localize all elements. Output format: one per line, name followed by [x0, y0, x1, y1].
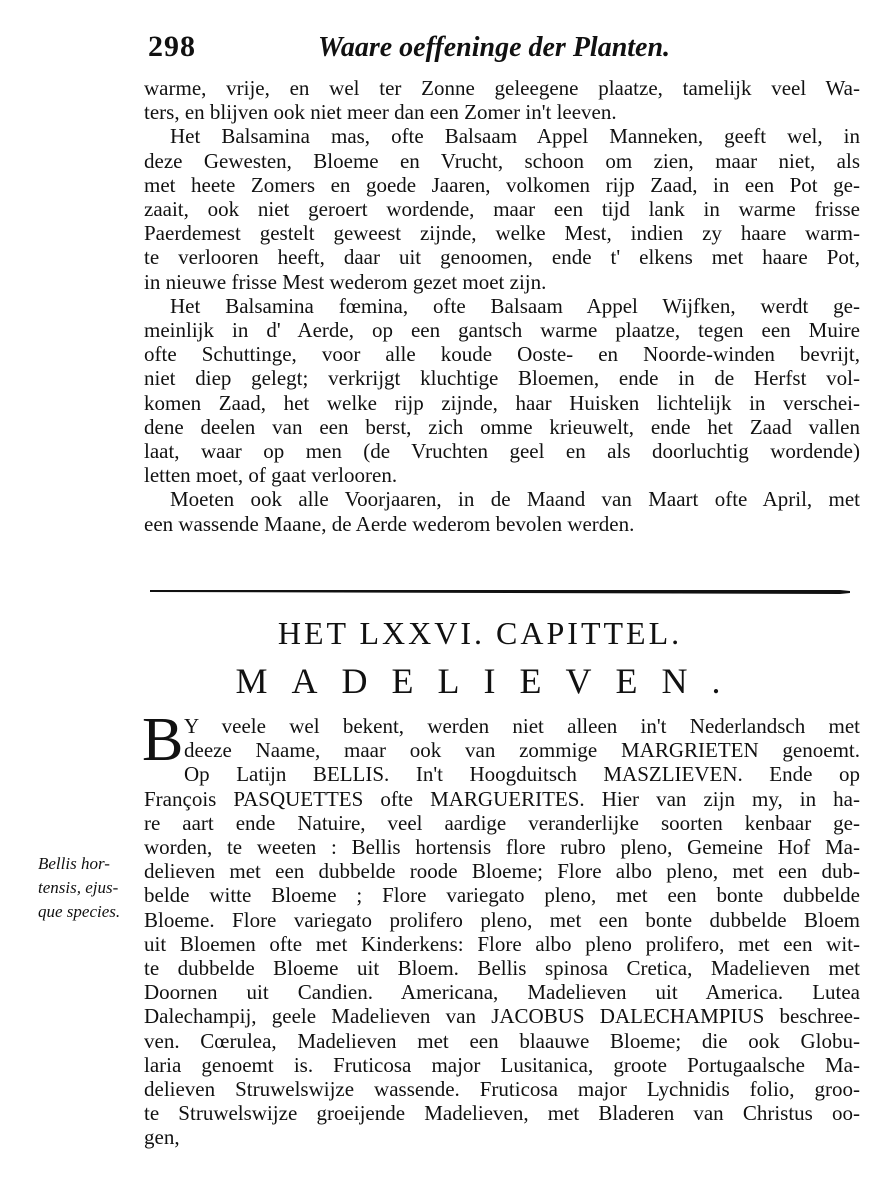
- page-number: 298: [148, 30, 196, 63]
- text-line: warme, vrije, en wel ter Zonne geleegene plaatze, tamelijk veel Wa-: [144, 76, 860, 100]
- text-line: letten moet, of gaat verlooren.: [144, 463, 398, 488]
- text-line: Bloeme. Flore variegato prolifero pleno, met een bonte dubbelde Bloem: [144, 907, 860, 932]
- text-line: deze Gewesten, Bloeme en Vrucht, schoon om zien, maar niet, als: [144, 148, 860, 173]
- margin-note: [38, 852, 138, 924]
- text-line: Het Balsamina mas, ofte Balsaam Appel Manneken, geeft wel, in: [170, 124, 860, 149]
- margin-note-line: Bellis hor-: [38, 854, 110, 873]
- margin-note-line: que species.: [38, 902, 121, 921]
- text-line: komen Zaad, het welke rijp zijnde, haar Huisken lichtelijk in verschei-: [144, 390, 860, 415]
- text-line: meinlijk in d' Aerde, op een gantsch warme plaatze, tegen een Muire: [144, 318, 860, 343]
- drop-cap: B: [142, 706, 184, 774]
- text-line: te verlooren heeft, daar uit genoomen, ende t' elkens met haare Pot,: [144, 245, 860, 270]
- text-line: uit Bloemen ofte met Kinderkens: Flore albo pleno prolifero, met een wit-: [144, 931, 860, 956]
- text-line: laat, waar op men (de Vruchten geel en als doorluchtig wordende): [144, 439, 860, 464]
- upper-text-block: [144, 76, 860, 536]
- section-divider: [148, 584, 850, 600]
- text-line: Y veele wel bekent, werden niet alleen in't Nederlandsch met: [184, 714, 860, 738]
- text-line: ofte Schuttinge, voor alle koude Ooste- en Noorde-winden bevrijt,: [144, 342, 860, 367]
- text-line: belde witte Bloeme ; Flore variegato pleno, met een bonte dubbelde: [144, 883, 860, 908]
- page-header: [148, 30, 708, 74]
- text-line: re aart ende Natuire, veel aardige veranderlijke soorten kenbaar ge-: [144, 810, 860, 835]
- text-line: deeze Naame, maar ook van zommige MARGRIETEN genoemt.: [184, 738, 860, 763]
- text-line: met heete Zomers en goede Jaaren, volkomen rijp Zaad, in een Pot ge-: [144, 172, 860, 197]
- text-line: gen,: [144, 1125, 180, 1150]
- text-line: te Struwelswijze groeijende Madelieven, met Bladeren van Christus oo-: [144, 1101, 860, 1126]
- text-line: Moeten ook alle Voorjaaren, in de Maand van Maart ofte April, met: [170, 487, 860, 512]
- chapter-subheading: MADELIEVEN.: [235, 661, 745, 701]
- text-line: ters, en blijven ook niet meer dan een Zomer in't leeven.: [144, 100, 617, 125]
- text-line: worden, te weeten : Bellis hortensis flore rubro pleno, Gemeine Hof Ma-: [144, 835, 860, 860]
- text-line: Het Balsamina fœmina, ofte Balsaam Appel Wijfken, werdt ge-: [170, 293, 860, 318]
- text-line: te dubbelde Bloeme uit Bloem. Bellis spinosa Cretica, Madelieven met: [144, 956, 860, 981]
- text-line: dene deelen van een berst, zich omme krieuwelt, ende het Zaad vallen: [144, 414, 860, 439]
- text-line: zaait, ook niet geroert wordende, maar een tijd lank in warme frisse: [144, 197, 860, 222]
- text-line: in nieuwe frisse Mest wederom gezet moet zijn.: [144, 269, 547, 294]
- margin-note-line: tensis, ejus-: [38, 878, 119, 897]
- text-line: Op Latijn BELLIS. In't Hoogduitsch MASZLIEVEN. Ende op: [184, 762, 860, 787]
- text-line: Doornen uit Candien. Americana, Madelieven uit America. Lutea: [144, 980, 860, 1005]
- text-line: laria genoemt is. Fruticosa major Lusitanica, groote Portugaalsche Ma-: [144, 1052, 860, 1077]
- text-line: François PASQUETTES ofte MARGUERITES. Hier van zijn my, in ha-: [144, 786, 860, 811]
- text-line: ven. Cœrulea, Madelieven met een blaauwe Bloeme; die ook Globu-: [144, 1028, 860, 1053]
- chapter-heading: HET LXXVI. CAPITTEL.: [277, 615, 683, 651]
- text-line: een wassende Maane, de Aerde wederom bevolen werden.: [144, 511, 635, 536]
- text-line: delieven Struwelswijze wassende. Fruticosa major Lychnidis folio, groo-: [144, 1077, 860, 1102]
- text-line: Paerdemest gestelt geweest zijnde, welke Mest, indien zy haare warm-: [144, 221, 860, 246]
- running-title: Waare oeffeninge der Planten.: [318, 32, 671, 63]
- text-line: niet diep gelegt; verkrijgt kluchtige Bloemen, ende in de Herfst vol-: [144, 366, 860, 391]
- text-line: Dalechampij, geele Madelieven van JACOBUS DALECHAMPIUS beschree-: [144, 1004, 860, 1029]
- lower-text-block: [142, 706, 860, 1150]
- text-line: delieven met een dubbelde roode Bloeme; Flore albo pleno, met een dub-: [144, 859, 860, 884]
